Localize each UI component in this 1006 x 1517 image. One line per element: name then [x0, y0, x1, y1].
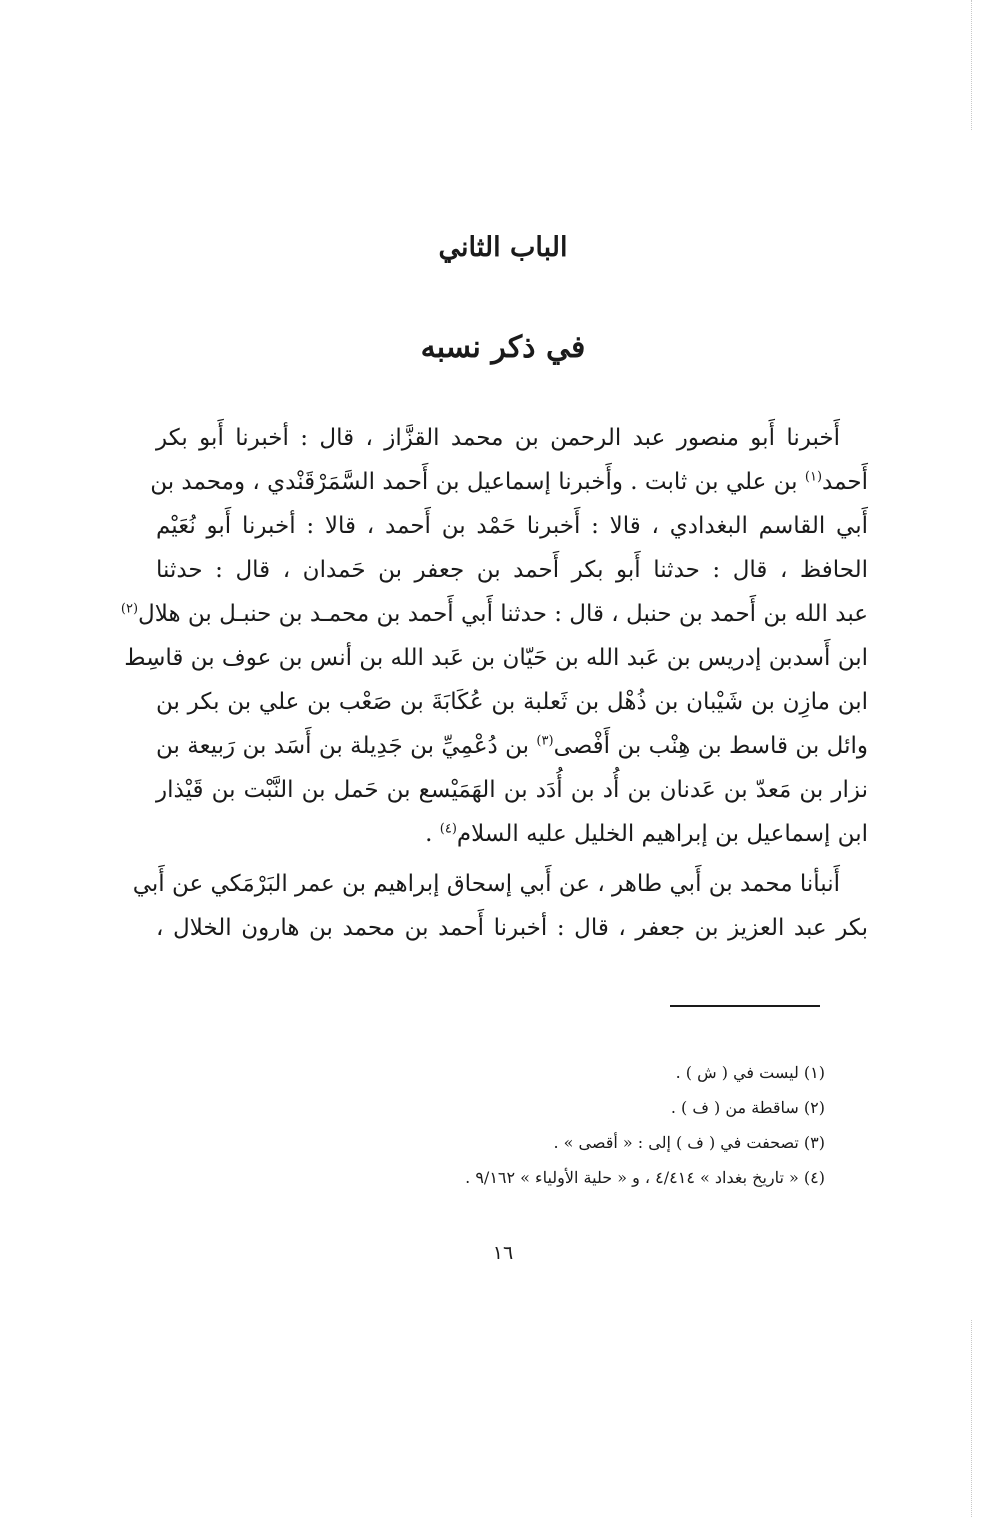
- text-line: وائل بن قاسط بن هِنْب بن أَفْصى$^{(٣)}$ بن دُعْمِيِّ بن جَدِيلة بن أَسَد بن رَبيعة بن: [156, 733, 868, 759]
- chapter-subtitle: في ذكر نسبه: [420, 330, 586, 365]
- text-line: ابن أَسدبن إدريس بن عَبد الله بن حَيّان بن عَبد الله بن أنس بن عوف بن قاسِط: [124, 645, 868, 671]
- footnote-item: (٢) ساقطة من ( ف ) .: [670, 1098, 825, 1117]
- text-line: ابن مازِن بن شَيْبان بن ذُهْل بن ثَعلبة بن عُكَابَةَ بن صَعْب بن علي بن بكر بن: [156, 689, 868, 715]
- footnote-item: (٣) تصحفت في ( ف ) إلى : « أقصى » .: [553, 1133, 825, 1152]
- scan-margin-artifact: [971, 0, 972, 130]
- text-line: الحافظ ، قال : حدثنا أَبو بكر أَحمد بن جعفر بن حَمدان ، قال : حدثنا: [156, 557, 868, 583]
- footnote-item: (٤) « تاريخ بغداد » ٤/٤١٤ ، و « حلية الأولياء » ٩/١٦٢ .: [465, 1168, 825, 1187]
- page-number: ١٦: [492, 1242, 514, 1264]
- text-line: أَنبأنا محمد بن أَبي طاهر ، عن أَبي إسحاق إبراهيم بن عمر البَرْمَكي عن أَبي: [132, 871, 840, 897]
- text-line: بكر عبد العزيز بن جعفر ، قال : أخبرنا أَحمد بن محمد بن هارون الخلال ،: [156, 915, 868, 941]
- text-line: ابن إسماعيل بن إبراهيم الخليل عليه السلام$^{(٤)}$ .: [425, 821, 868, 847]
- chapter-title: الباب الثاني: [438, 232, 568, 263]
- text-line: نزار بن مَعدّ بن عَدنان بن أُد بن أُدَد بن الهَمَيْسع بن حَمل بن النَّبْت بن قَيْذار: [156, 777, 868, 803]
- scan-margin-artifact: [971, 1320, 972, 1517]
- footnote-marker: (١): [804, 469, 823, 485]
- text-line: أَبي القاسم البغدادي ، قالا : أَخبرنا حَمْد بن أَحمد ، قالا : أخبرنا أَبو نُعَيْم: [156, 513, 868, 539]
- footnote-marker: (٢): [120, 601, 139, 617]
- footnote-marker: (٣): [536, 733, 554, 749]
- footnote-marker: (٤): [439, 821, 457, 837]
- footnote-item: (١) ليست في ( ش ) .: [675, 1063, 825, 1082]
- footnote-divider: [670, 1005, 820, 1007]
- body-text: [120, 416, 868, 950]
- footnotes: [300, 1055, 825, 1195]
- text-line: أَخبرنا أَبو منصور عبد الرحمن بن محمد القزَّاز ، قال : أخبرنا أَبو بكر: [156, 425, 840, 451]
- text-line: عبد الله بن أَحمد بن حنبل ، قال : حدثنا أَبي أَحمد بن محمـد بن حنبـل بن هلال$^{(٢)}$: [120, 601, 868, 627]
- text-line: أَحمد$^{(١)}$ بن علي بن ثابت . وأَخبرنا إسماعيل بن أَحمد السَّمَرْقَنْدي ، ومحمد بن: [150, 469, 868, 495]
